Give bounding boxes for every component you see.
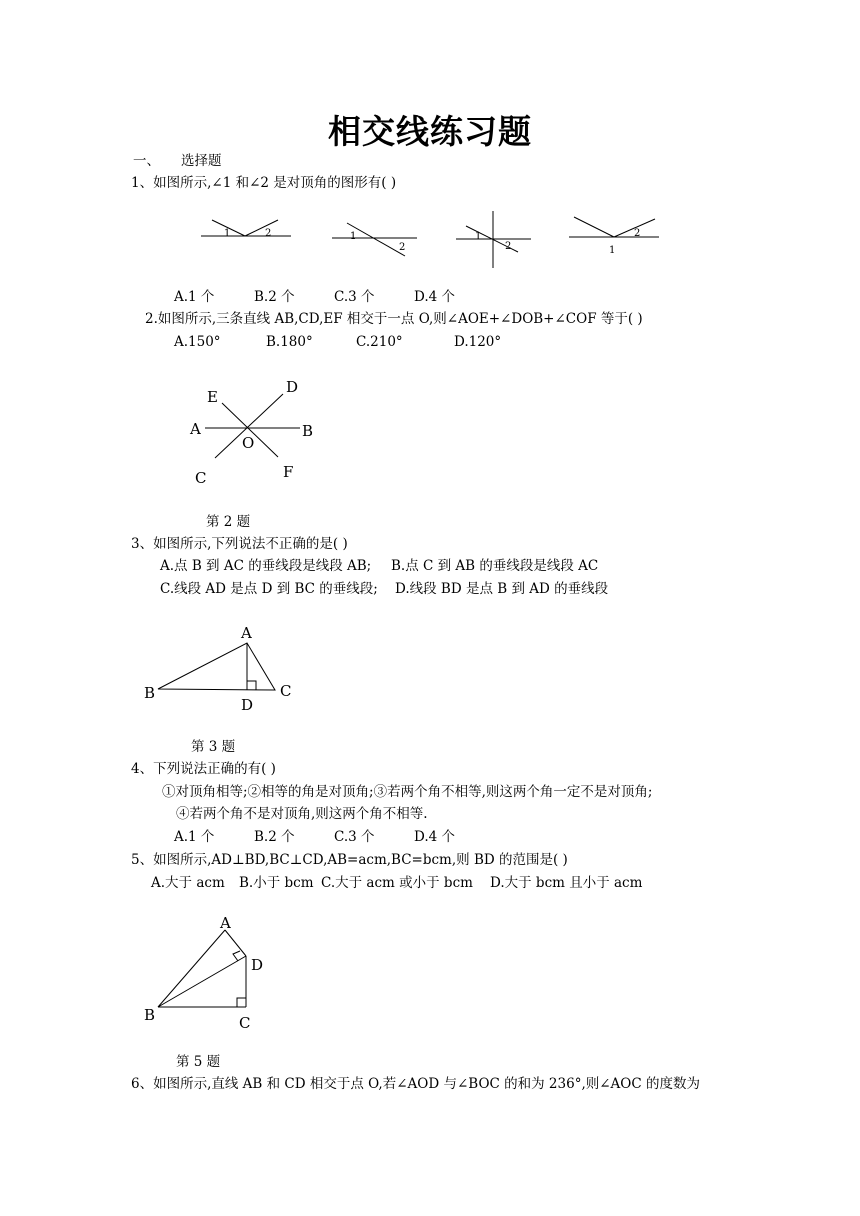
- q3-caption: 第 3 题: [191, 739, 236, 755]
- q2-label-c: C: [195, 469, 207, 487]
- page-title: 相交线练习题: [328, 112, 532, 151]
- q3-label-a: A: [241, 624, 252, 642]
- q3-option-a: A.点 B 到 AC 的垂线段是线段 AB;: [160, 558, 372, 574]
- q5-label-c: C: [239, 1014, 251, 1032]
- q5-option-d: D.大于 bcm 且小于 acm: [490, 875, 643, 891]
- q5-option-c: C.大于 acm 或小于 bcm: [321, 875, 473, 891]
- section-heading: 选择题: [181, 153, 222, 169]
- q2-label-o: O: [242, 434, 255, 452]
- q2-option-a: A.150°: [174, 334, 221, 350]
- q1-figure-a-mark-1: 1: [224, 228, 231, 239]
- q3-option-c: C.线段 AD 是点 D 到 BC 的垂线段;: [160, 581, 378, 597]
- q1-option-d: D.4 个: [414, 289, 456, 305]
- q1-figure-c: [456, 211, 531, 268]
- q1-figure-d-mark-1: 1: [609, 245, 616, 256]
- q1-figure-c-mark-2: 2: [505, 241, 512, 252]
- q5-label-a: A: [220, 914, 231, 932]
- q5-option-b: B.小于 bcm: [239, 875, 314, 891]
- q4-statement-line-2: ④若两个角不是对顶角,则这两个角不相等.: [176, 806, 428, 822]
- q4-option-b: B.2 个: [254, 829, 295, 845]
- q2-label-a: A: [190, 420, 201, 438]
- q1-option-b: B.2 个: [254, 289, 295, 305]
- q5-caption: 第 5 题: [176, 1054, 221, 1070]
- q2-option-c: C.210°: [356, 334, 403, 350]
- q1-option-c: C.3 个: [334, 289, 375, 305]
- question-2-figure: [180, 372, 340, 492]
- q1-figure-c-mark-1: 1: [475, 231, 482, 242]
- question-3-figure: [140, 620, 320, 720]
- section-number: 一、: [133, 153, 160, 169]
- q1-option-a: A.1 个: [174, 289, 215, 305]
- q3-label-c: C: [280, 682, 292, 700]
- q1-figure-d-mark-2: 2: [634, 228, 641, 239]
- q5-label-b: B: [144, 1006, 156, 1024]
- q1-figure-b-mark-2: 2: [399, 242, 406, 253]
- q3-option-d: D.线段 BD 是点 B 到 AD 的垂线段: [395, 581, 609, 597]
- question-4-stem: 4、下列说法正确的有( ): [131, 761, 276, 777]
- q3-label-d: D: [241, 696, 254, 714]
- q1-figure-a: [201, 220, 291, 236]
- q4-option-a: A.1 个: [174, 829, 215, 845]
- q3-option-b: B.点 C 到 AB 的垂线段是线段 AC: [391, 558, 599, 574]
- question-5-stem: 5、如图所示,AD⊥BD,BC⊥CD,AB=acm,BC=bcm,则 BD 的范围是( ): [131, 852, 568, 868]
- question-6-stem: 6、如图所示,直线 AB 和 CD 相交于点 O,若∠AOD 与∠BOC 的和为 236°,则∠AOC 的度数为: [131, 1076, 700, 1092]
- q4-option-d: D.4 个: [414, 829, 456, 845]
- question-1-stem: 1、如图所示,∠1 和∠2 是对顶角的图形有( ): [131, 175, 397, 191]
- q3-label-b: B: [144, 684, 156, 702]
- question-5-figure: [140, 910, 280, 1040]
- question-2-stem: 2.如图所示,三条直线 AB,CD,EF 相交于一点 O,则∠AOE+∠DOB+∠COF 等于( ): [145, 311, 643, 327]
- q2-option-d: D.120°: [454, 334, 502, 350]
- q4-statement-line-1: ①对顶角相等;②相等的角是对顶角;③若两个角不相等,则这两个角一定不是对顶角;: [162, 784, 653, 800]
- q1-figure-a-mark-2: 2: [265, 228, 272, 239]
- q2-caption: 第 2 题: [206, 514, 251, 530]
- q5-label-d: D: [251, 956, 264, 974]
- q4-option-c: C.3 个: [334, 829, 375, 845]
- q5-option-a: A.大于 acm: [151, 875, 225, 891]
- q1-figure-b-mark-1: 1: [350, 231, 357, 242]
- question-3-stem: 3、如图所示,下列说法不正确的是( ): [131, 536, 348, 552]
- q2-label-b: B: [302, 422, 314, 440]
- question-1-figures: [0, 205, 860, 265]
- q2-label-d: D: [286, 378, 299, 396]
- q1-figure-d: [569, 217, 659, 237]
- q2-label-f: F: [283, 463, 294, 481]
- q2-label-e: E: [207, 388, 218, 406]
- q2-option-b: B.180°: [266, 334, 313, 350]
